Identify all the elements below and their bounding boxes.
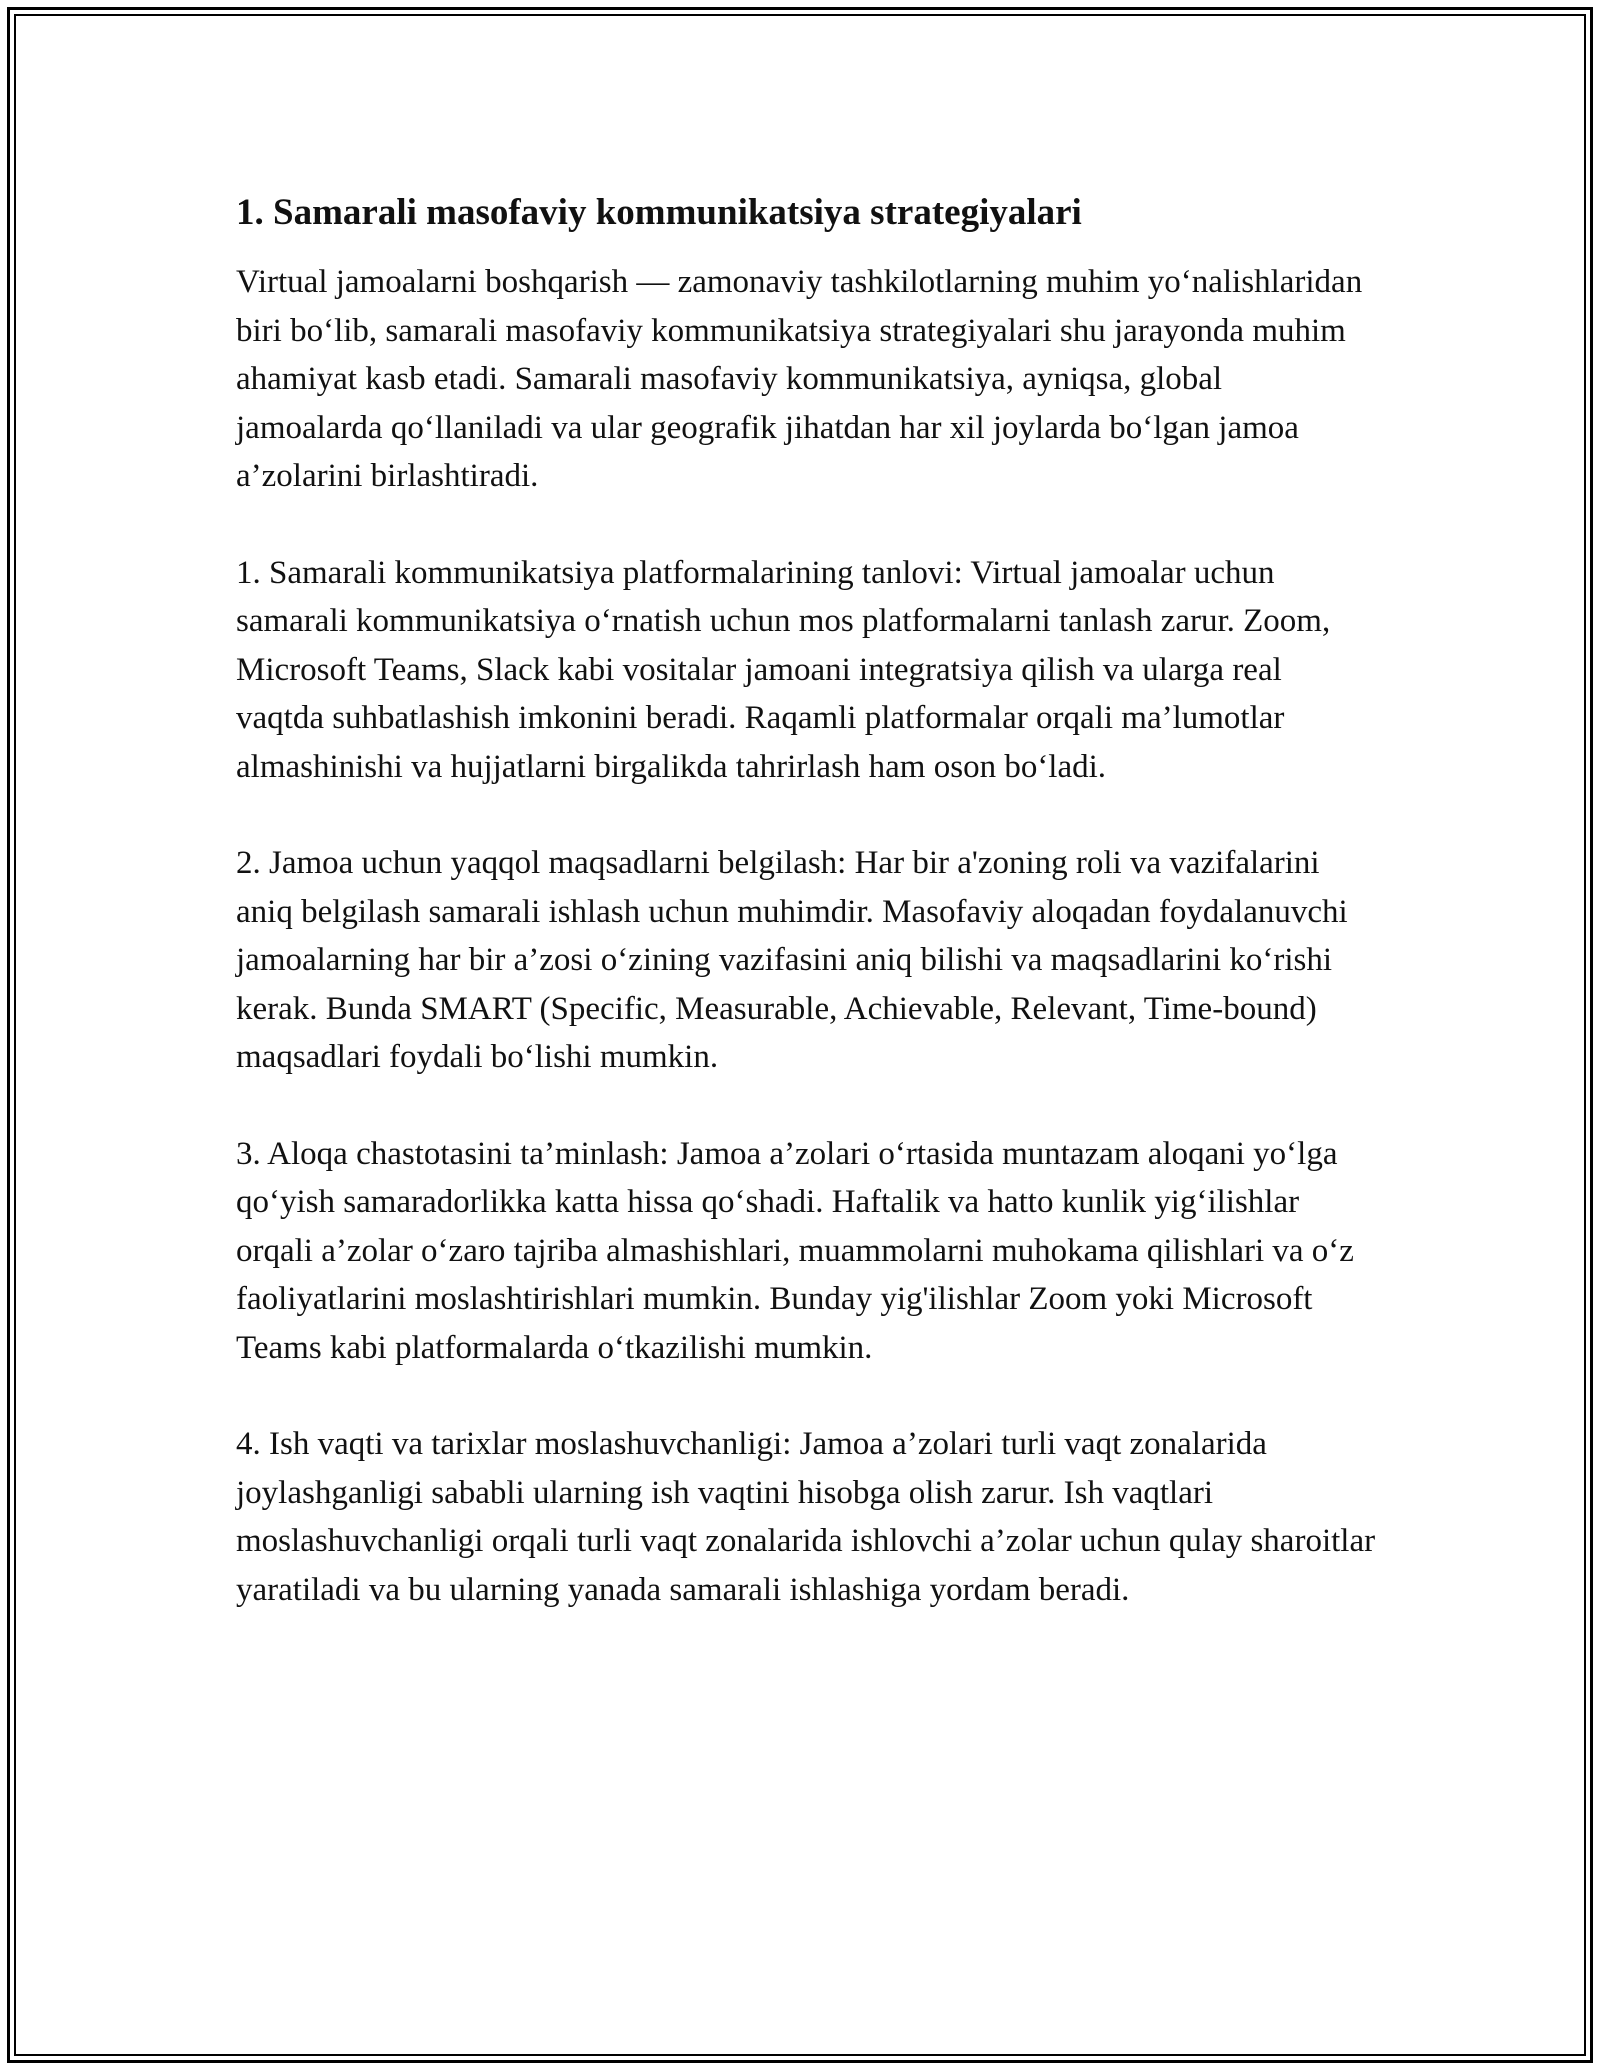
- section-title: 1. Samarali masofaviy kommunikatsiya strategiyalari: [236, 192, 1082, 233]
- paragraph-communication-frequency: 3. Aloqa chastotasini ta’minlash: Jamoa a’zolari o‘rtasida muntazam aloqani yo‘lga qo‘yish samaradorlikka katta hissa qo‘shadi. Haftalik va hatto kunlik yig‘ilishlar orqali a’zolar o‘zaro tajriba almashishlari, muammolarni muhokama qilishlari va o‘z faoliyatlarini moslashtirishlari mumkin. Bunday yig'ilishlar Zoom yoki Microsoft Teams kabi platformalarda o‘tkazilishi mumkin.: [236, 1135, 1354, 1366]
- paragraph-platform-selection: 1. Samarali kommunikatsiya platformalarining tanlovi: Virtual jamoalar uchun samarali kommunikatsiya o‘rnatish uchun mos platformalarni tanlash zarur. Zoom, Microsoft Teams, Slack kabi vositalar jamoani integratsiya qilish va ularga real vaqtda suhbatlashish imkonini beradi. Raqamli platformalar orqali ma’lumotlar almashinishi va hujjatlarni birgalikda tahrirlash ham oson bo‘ladi.: [236, 554, 1331, 785]
- paragraph-flexible-hours: 4. Ish vaqti va tarixlar moslashuvchanligi: Jamoa a’zolari turli vaqt zonalarida joylashganligi sababli ularning ish vaqtini hisobga olish zarur. Ish vaqtlari moslashuvchanligi orqali turli vaqt zonalarida ishlovchi a’zolar uchun qulay sharoitlar yaratiladi va bu ularning yanada samarali ishlashiga yordam beradi.: [236, 1426, 1376, 1608]
- intro-paragraph: Virtual jamoalarni boshqarish — zamonaviy tashkilotlarning muhim yo‘nalishlaridan biri bo‘lib, samarali masofaviy kommunikatsiya strategiyalari shu jarayonda muhim ahamiyat kasb etadi. Samarali masofaviy kommunikatsiya, ayniqsa, global jamoalarda qo‘llaniladi va ular geografik jihatdan har xil joylarda bo‘lgan jamoa a’zolarini birlashtiradi.: [236, 264, 1363, 494]
- document-body: [236, 188, 1376, 1662]
- paragraph-clear-goals: 2. Jamoa uchun yaqqol maqsadlarni belgilash: Har bir a'zoning roli va vazifalarini aniq belgilash samarali ishlash uchun muhimdir. Masofaviy aloqadan foydalanuvchi jamoalarning har bir a’zosi o‘zining vazifasini aniq bilishi va maqsadlarini ko‘rishi kerak. Bunda SMART (Specific, Measurable, Achievable, Relevant, Time-bound) maqsadlari foydali bo‘lishi mumkin.: [236, 845, 1348, 1075]
